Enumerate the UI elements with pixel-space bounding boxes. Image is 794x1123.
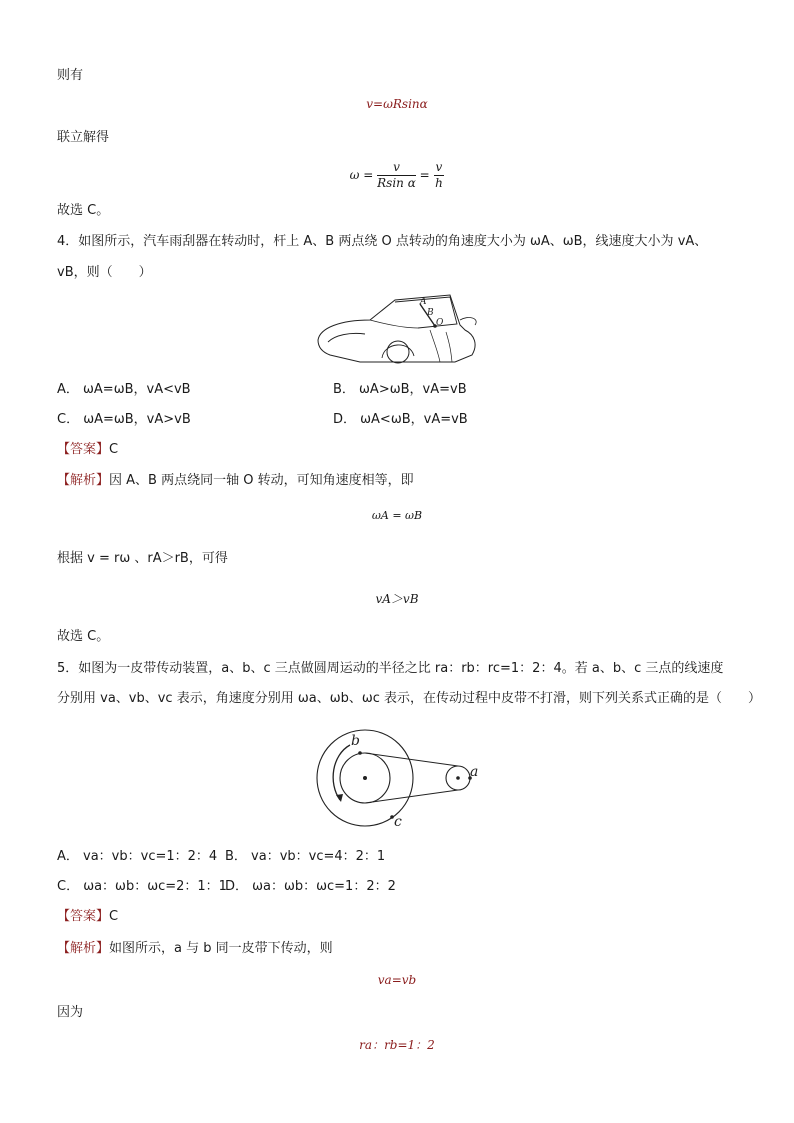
small-wheel-center — [456, 776, 460, 780]
question-5-option-a[interactable]: A． va：vb：vc=1：2：4 — [57, 849, 218, 864]
label-point-c: c — [394, 814, 402, 830]
formula-va-equals-vb: va=vb — [377, 973, 417, 987]
point-b-dot — [358, 751, 362, 755]
text-lianli: 联立解得 — [57, 130, 110, 145]
car-front-wheel — [387, 341, 409, 363]
rotation-arrowhead — [336, 794, 343, 802]
car-headlight — [328, 333, 365, 342]
fraction-denominator: h — [435, 176, 443, 190]
explanation-tag: 【解析】 — [57, 473, 110, 488]
label-point-a: a — [470, 764, 479, 780]
explanation-tag: 【解析】 — [57, 941, 110, 956]
formula-omega-a-equals-omega-b: ωA = ωB — [371, 509, 423, 522]
formula-ra-rb-ratio: ra：rb=1：2 — [359, 1038, 435, 1052]
fraction-denominator: Rsin α — [377, 176, 416, 190]
answer-value: C — [109, 442, 119, 457]
explanation-text: 如图所示，a 与 b 同一皮带下传动，则 — [109, 941, 333, 956]
question-4-option-b[interactable]: B． ωA>ωB，vA=vB — [333, 382, 467, 397]
formula-va-greater-vb: vA＞vB — [375, 592, 419, 606]
question-4-line-1: 4．如图所示，汽车雨刮器在转动时，杆上 A、B 两点绕 O 点转动的角速度大小为 ωA、ωB，线速度大小为 vA、 — [57, 234, 708, 249]
belt-drive-figure — [310, 725, 490, 835]
car-door-lines — [430, 330, 452, 362]
answer-tag: 【答案】 — [57, 442, 110, 457]
label-point-a: A — [420, 297, 427, 307]
large-wheel-center — [363, 776, 367, 780]
equals-sign: = — [419, 168, 430, 182]
text-genju: 根据 v = rω 、rA＞rB，可得 — [57, 551, 228, 566]
explanation-4 — [57, 471, 414, 491]
question-5-line-2: 分别用 va、vb、vc 表示，角速度分别用 ωa、ωb、ωc 表示，在传动过程中皮带不打滑，则下列关系式正确的是（ ） — [57, 691, 762, 706]
fraction-v-over-rsin — [377, 160, 416, 191]
question-4-option-c[interactable]: C． ωA=ωB，vA>vB — [57, 412, 191, 427]
answer-4 — [57, 440, 118, 460]
omega-lhs: ω = — [349, 168, 374, 182]
question-4-option-a[interactable]: A． ωA=ωB，vA<vB — [57, 382, 191, 397]
explanation-5 — [57, 939, 333, 959]
text-zeyou: 则有 — [57, 68, 84, 83]
rotation-arrow — [333, 745, 350, 800]
label-point-b: b — [351, 733, 360, 749]
label-point-b: B — [427, 308, 434, 318]
question-5-line-1: 5．如图为一皮带传动装置，a、b、c 三点做圆周运动的半径之比 ra：rb：rc=1：2：4。若 a、b、c 三点的线速度 — [57, 661, 724, 676]
fraction-numerator: v — [435, 160, 443, 174]
question-5-option-b[interactable]: B． va：vb：vc=4：2：1 — [225, 849, 386, 864]
answer-tag: 【答案】 — [57, 909, 110, 924]
question-5-option-c[interactable]: C． ωa：ωb：ωc=2：1：1 — [57, 879, 227, 894]
explanation-text: 因 A、B 两点绕同一轴 O 转动，可知角速度相等，即 — [109, 473, 414, 488]
fraction-numerator: v — [377, 160, 416, 176]
question-4-option-d[interactable]: D． ωA<ωB，vA=vB — [333, 412, 468, 427]
formula-omega-fraction — [0, 160, 794, 191]
answer-5 — [57, 907, 118, 927]
car-mirror — [460, 318, 476, 325]
text-yinwei: 因为 — [57, 1005, 84, 1020]
question-4-line-2: vB，则（ ） — [57, 265, 152, 280]
question-5-option-d[interactable]: D． ωa：ωb：ωc=1：2：2 — [225, 879, 396, 894]
text-guxuan-1: 故选 C。 — [57, 203, 110, 218]
label-point-o: O — [436, 318, 444, 328]
car-wiper-figure — [310, 290, 485, 370]
answer-value: C — [109, 909, 119, 924]
formula-v-omega-r-sin: v=ωRsinα — [366, 97, 428, 111]
car-body-outline — [318, 295, 475, 362]
fraction-v-over-h — [434, 160, 445, 191]
text-guxuan-2: 故选 C。 — [57, 629, 110, 644]
car-hood-line — [370, 320, 418, 328]
